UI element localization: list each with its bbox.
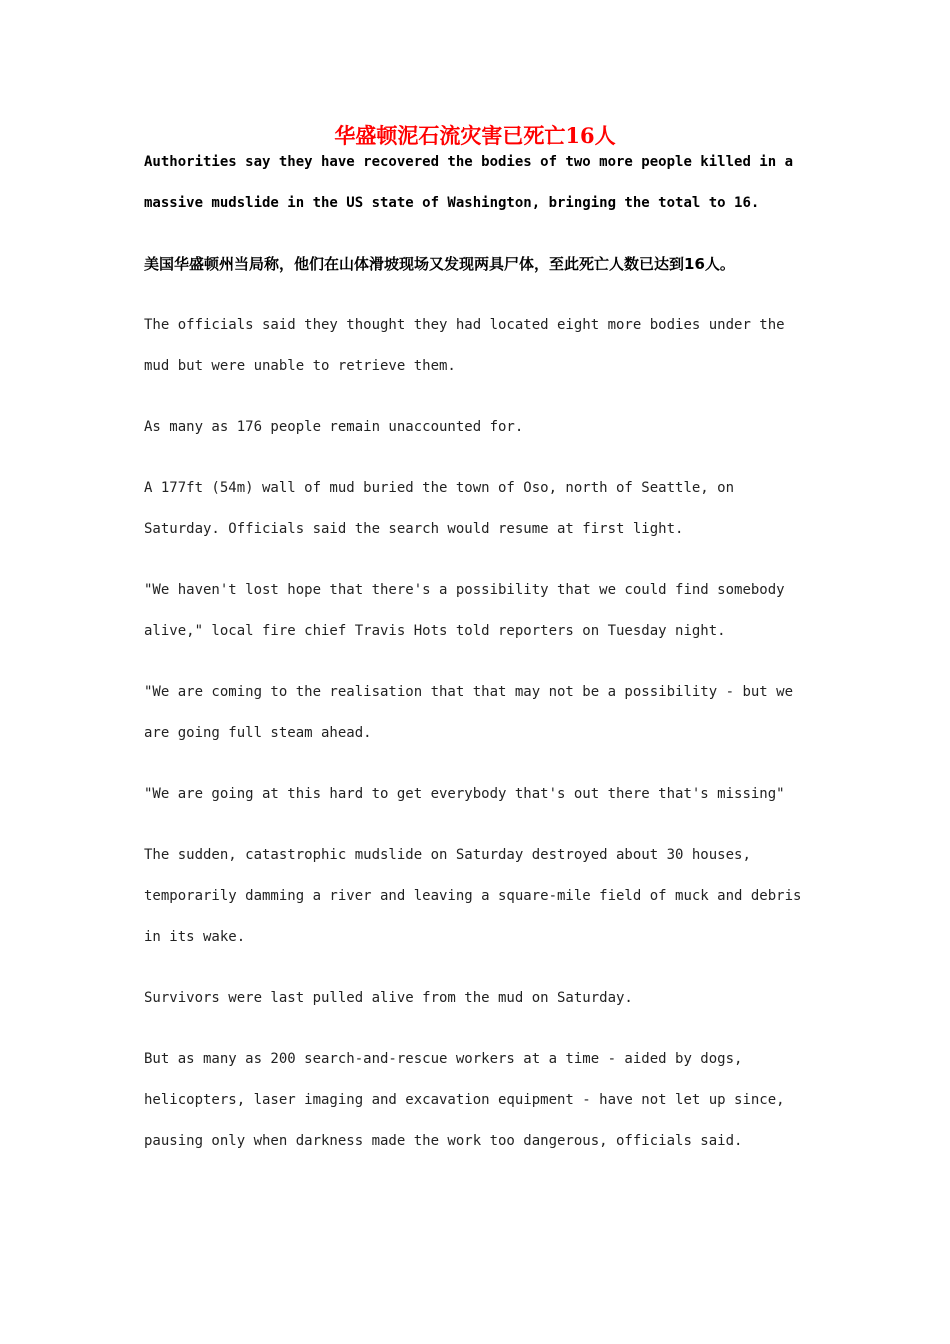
paragraph-line: As many as 176 people remain unaccounted for. [144, 419, 524, 435]
paragraph-line: mud but were unable to retrieve them. [144, 358, 456, 374]
article-title: 华盛顿泥石流灾害已死亡16人 [334, 123, 616, 148]
paragraph-line: "We are going at this hard to get everybody that's out there that's missing" [144, 786, 785, 802]
paragraph-line: in its wake. [144, 929, 246, 945]
paragraph-line: The officials said they thought they had located eight more bodies under the [144, 317, 785, 333]
paragraph-line: helicopters, laser imaging and excavation equipment - have not let up since, [144, 1092, 785, 1108]
paragraph-line: temporarily damming a river and leaving a square-mile field of muck and debris [144, 888, 802, 904]
paragraph-line: massive mudslide in the US state of Washington, bringing the total to 16. [144, 195, 760, 211]
paragraph-line: A 177ft (54m) wall of mud buried the town of Oso, north of Seattle, on [144, 480, 735, 496]
paragraph-line: Authorities say they have recovered the bodies of two more people killed in a [144, 154, 794, 170]
paragraph-line: "We are coming to the realisation that that may not be a possibility - but we [144, 684, 794, 700]
paragraph-line: "We haven't lost hope that there's a possibility that we could find somebody [144, 582, 785, 598]
paragraph-line: are going full steam ahead. [144, 725, 372, 741]
chinese-translation-line: 美国华盛顿州当局称，他们在山体滑坡现场又发现两具尸体，至此死亡人数已达到16人。 [144, 255, 735, 273]
paragraph-line: Saturday. Officials said the search would resume at first light. [144, 521, 684, 537]
paragraph-line: The sudden, catastrophic mudslide on Saturday destroyed about 30 houses, [144, 847, 751, 863]
paragraph-line: But as many as 200 search-and-rescue workers at a time - aided by dogs, [144, 1051, 743, 1067]
paragraph-line: pausing only when darkness made the work too dangerous, officials said. [144, 1133, 743, 1149]
paragraph-line: Survivors were last pulled alive from the mud on Saturday. [144, 990, 633, 1006]
paragraph-line: alive," local fire chief Travis Hots told reporters on Tuesday night. [144, 623, 726, 639]
